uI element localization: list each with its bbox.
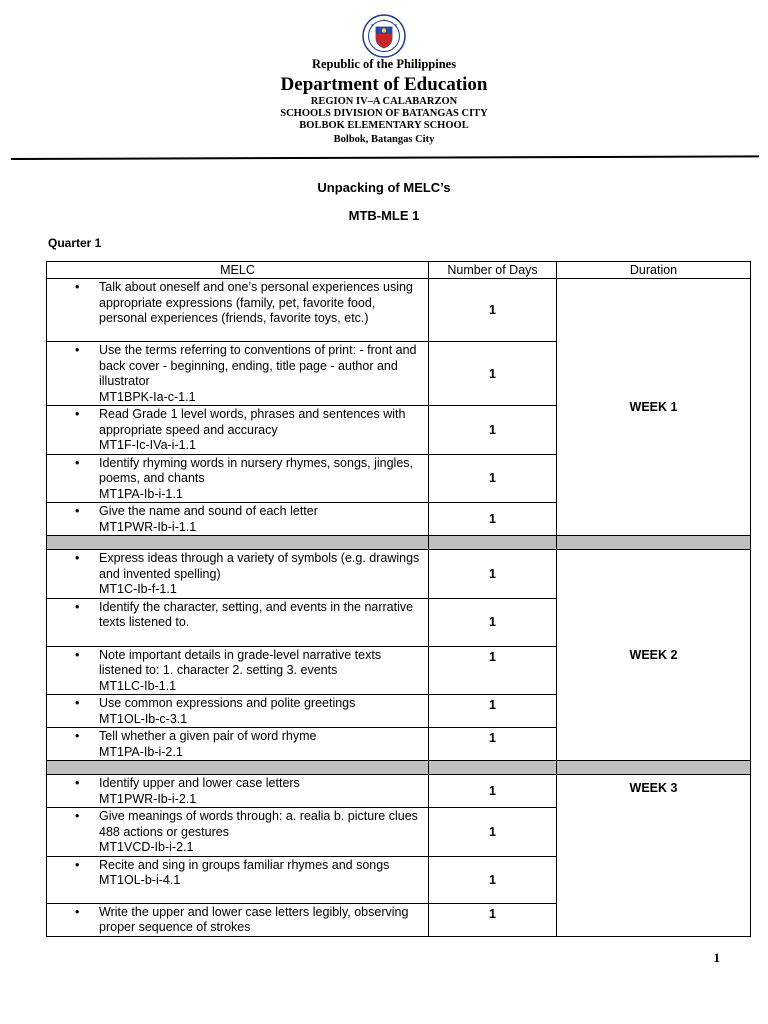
days-cell: 1 (429, 503, 557, 536)
bullet-icon: • (75, 407, 80, 421)
competency-content (99, 809, 424, 856)
melc-cell (47, 598, 429, 646)
table-row (47, 279, 751, 342)
competency-text: Identify the character, setting, and events in the narrative texts listened to. (99, 599, 414, 629)
melc-cell (47, 550, 429, 599)
competency-content (99, 600, 424, 631)
competency-code: MT1F-Ic-IVa-i-1.1 (99, 438, 196, 452)
document-title: Unpacking of MELC’s (317, 180, 451, 195)
separator-cell (429, 761, 557, 775)
days-cell: 1 (429, 646, 557, 695)
competency-text: Use the terms referring to conventions of print: - front and back cover - beginning, ending, title page - author and illustrator (99, 343, 417, 388)
competency-content (99, 729, 424, 760)
competency (47, 599, 428, 631)
days-cell: 1 (429, 342, 557, 406)
bullet-icon: • (75, 551, 80, 565)
days-cell: 1 (429, 728, 557, 761)
melc-table-body (47, 279, 751, 937)
competency-content (99, 343, 424, 405)
week-separator-row (47, 536, 751, 550)
header-number-of-days: Number of Days (429, 262, 557, 279)
days-cell: 1 (429, 808, 557, 857)
competency-code: MT1LC-Ib-1.1 (99, 678, 177, 693)
week-cell: WEEK 3 (557, 775, 751, 937)
separator-cell (47, 536, 429, 550)
competency (47, 728, 428, 760)
competency (47, 406, 428, 454)
quarter-label: Quarter 1 (48, 236, 102, 250)
separator-cell (47, 761, 429, 775)
bullet-icon: • (75, 599, 80, 614)
competency-text: Express ideas through a variety of symbols (e.g. drawings and invented spelling) (99, 551, 420, 581)
bullet-icon: • (75, 343, 80, 357)
table-row (47, 775, 751, 808)
competency-code: MT1PWR-Ib-i-1.1 (99, 519, 197, 534)
competency-text: Give meanings of words through: a. realia b. picture clues 488 actions or gestures (99, 809, 418, 839)
separator-cell (429, 536, 557, 550)
competency-text: Read Grade 1 level words, phrases and sentences with appropriate speed and accuracy (99, 407, 406, 437)
competency (47, 503, 428, 535)
table-row (47, 550, 751, 599)
week-cell: WEEK 2 (557, 550, 751, 761)
melc-cell (47, 695, 429, 728)
competency-text: Write the upper and lower case letters legibly, observing proper sequence of strokes (99, 904, 409, 934)
region-line: REGION IV–A CALABARZON (310, 96, 458, 107)
days-cell: 1 (429, 279, 557, 342)
separator-cell (557, 536, 751, 550)
competency (47, 857, 428, 889)
competency-content (99, 648, 424, 695)
competency (47, 455, 428, 503)
competency-content (99, 504, 424, 535)
competency (47, 647, 428, 695)
competency-code: MT1OL-b-i-4.1 (99, 873, 181, 887)
competency-code: MT1C-Ib-f-1.1 (99, 582, 177, 596)
division-line: SCHOOLS DIVISION OF BATANGAS CITY (280, 108, 488, 119)
competency-code: MT1PA-Ib-i-2.1 (99, 744, 183, 759)
competency (47, 695, 428, 727)
competency-content (99, 858, 424, 889)
melc-cell (47, 808, 429, 857)
page-number: 1 (713, 950, 720, 965)
competency-code: MT1OL-Ib-c-3.1 (99, 711, 188, 726)
melc-cell (47, 279, 429, 342)
competency-text: Tell whether a given pair of word rhyme (99, 729, 317, 743)
melc-cell (47, 856, 429, 903)
subject-title: MTB-MLE 1 (348, 208, 420, 223)
days-cell: 1 (429, 856, 557, 903)
competency (47, 550, 428, 598)
days-cell: 1 (429, 598, 557, 646)
bullet-icon: • (75, 809, 80, 823)
header-duration: Duration (557, 262, 751, 279)
competency (47, 775, 428, 807)
competency-content (99, 696, 424, 727)
competency-text: Note important details in grade-level narrative texts listened to: 1. character 2. setting 3. events (99, 647, 382, 677)
melc-cell (47, 646, 429, 695)
competency-content (99, 280, 424, 327)
competency-code: MT1VCD-Ib-i-2.1 (99, 840, 194, 854)
republic-line: Republic of the Philippines (311, 57, 457, 71)
melc-cell (47, 903, 429, 936)
competency-content (99, 776, 424, 807)
bullet-icon: • (75, 696, 80, 710)
melc-cell (47, 406, 429, 455)
melc-table (46, 261, 751, 937)
header-divider (11, 155, 759, 160)
bullet-icon: • (75, 280, 80, 294)
days-cell: 1 (429, 454, 557, 503)
bullet-icon: • (75, 455, 80, 470)
bullet-icon: • (75, 776, 80, 790)
days-cell: 1 (429, 550, 557, 599)
bullet-icon: • (75, 857, 80, 872)
days-cell: 1 (429, 695, 557, 728)
week-cell: WEEK 1 (557, 279, 751, 536)
competency-code: MT1BPK-Ia-c-1.1 (99, 389, 196, 404)
days-cell: 1 (429, 406, 557, 455)
deped-seal-logo (362, 14, 406, 58)
bullet-icon: • (75, 729, 80, 743)
competency-content (99, 407, 424, 454)
competency-text: Talk about oneself and one’s personal experiences using appropriate expressions (family, pet, favorite food, personal experiences (friends, favorite toys, etc.) (99, 280, 413, 325)
days-cell: 1 (429, 903, 557, 936)
melc-cell (47, 342, 429, 406)
competency-text: Identify upper and lower case letters (99, 776, 300, 790)
melc-cell (47, 454, 429, 503)
competency (47, 279, 428, 327)
competency-content (99, 905, 424, 936)
separator-cell (557, 761, 751, 775)
competency-text: Give the name and sound of each letter (99, 504, 318, 518)
competency-content (99, 456, 424, 503)
bullet-icon: • (75, 904, 80, 919)
bullet-icon: • (75, 504, 80, 518)
melc-cell (47, 503, 429, 536)
competency (47, 808, 428, 856)
header-melc: MELC (47, 262, 429, 279)
melc-cell (47, 728, 429, 761)
melc-cell (47, 775, 429, 808)
days-cell: 1 (429, 775, 557, 808)
department-name: Department of Education (280, 74, 488, 95)
competency-code: MT1PWR-Ib-i-2.1 (99, 791, 197, 806)
competency (47, 342, 428, 405)
competency-content (99, 551, 424, 598)
competency-code: MT1PA-Ib-i-1.1 (99, 486, 183, 501)
week-separator-row (47, 761, 751, 775)
competency (47, 904, 428, 936)
location-line: Bolbok, Batangas City (333, 134, 435, 145)
bullet-icon: • (75, 647, 80, 662)
table-header-row (47, 262, 751, 279)
competency-text: Use common expressions and polite greetings (99, 696, 356, 710)
school-line: BOLBOK ELEMENTARY SCHOOL (299, 120, 469, 131)
competency-text: Recite and sing in groups familiar rhymes and songs (99, 857, 390, 872)
competency-text: Identify rhyming words in nursery rhymes, songs, jingles, poems, and chants (99, 455, 414, 485)
